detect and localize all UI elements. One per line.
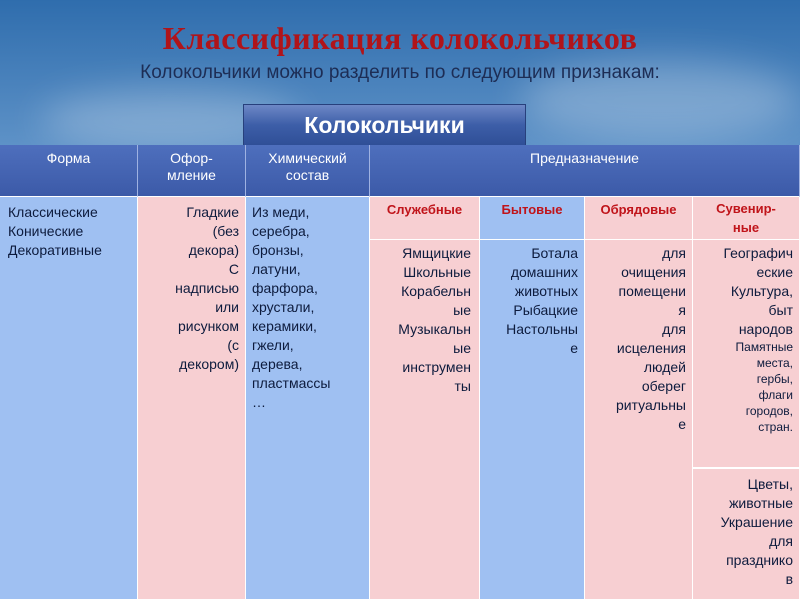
header-forma-label: Форма [46, 150, 91, 166]
ritual-item: исцеления [616, 340, 686, 356]
service-item: Школьные [403, 264, 471, 280]
chem-item: хрустали, [252, 299, 315, 315]
chem-item: бронзы, [252, 242, 304, 258]
subheader-service [370, 197, 480, 240]
souvenir-item-small: гербы, [756, 372, 793, 386]
ritual-item: помещени [618, 283, 686, 299]
header-chem-line: Химический [268, 150, 347, 166]
service-item: ые [453, 340, 471, 356]
ritual-item: очищения [621, 264, 686, 280]
cell-oform [138, 197, 246, 600]
ritual-item: оберег [641, 378, 686, 394]
page-title: Классификация колокольчиков [162, 20, 638, 56]
chem-item: серебра, [252, 223, 310, 239]
service-item: Ямщицкие [402, 245, 471, 261]
page-subtitle: Колокольчики можно разделить по следующим признакам: [140, 62, 660, 83]
souvenir-item: для [769, 533, 793, 549]
cell-chem [246, 197, 370, 600]
souvenir-item: животные [729, 495, 793, 511]
oform-item: (без [212, 223, 239, 239]
service-item: инструмен [402, 359, 471, 375]
cell-ritual [585, 240, 693, 600]
oform-item: (с [227, 337, 239, 353]
souvenir-item: Цветы, [747, 476, 793, 492]
souvenir-item-small: места, [756, 356, 793, 370]
subheader-ritual-label: Обрядовые [600, 202, 677, 217]
souvenir-item: в [785, 571, 793, 587]
chem-item: керамики, [252, 318, 317, 334]
chem-item: дерева, [252, 356, 303, 372]
subheader-household-label: Бытовые [501, 202, 563, 217]
household-item: Рыбацкие [513, 302, 578, 318]
chem-item: фарфора, [252, 280, 318, 296]
header-oform-line: мление [167, 167, 216, 183]
service-item: Музыкальн [398, 321, 471, 337]
chem-item: … [252, 394, 266, 410]
subheader-household [480, 197, 585, 240]
ritual-item: для [662, 321, 686, 337]
souvenir-item-small: городов, [745, 404, 793, 418]
chem-item: Из меди, [252, 204, 310, 220]
ritual-item: для [662, 245, 686, 261]
souvenir-item-small: флаги [758, 388, 793, 402]
subheader-souvenir [693, 197, 800, 240]
service-item: ые [453, 302, 471, 318]
chem-item: гжели, [252, 337, 294, 353]
header-purpose-label: Предназначение [530, 150, 639, 166]
cell-household [480, 240, 585, 600]
forma-item: Конические [8, 223, 84, 239]
souvenir-item: народов [738, 321, 793, 337]
header-oform [138, 145, 246, 197]
subheader-souvenir-line: ные [732, 220, 760, 235]
service-item: ты [454, 378, 471, 394]
header-purpose [370, 145, 800, 197]
table-banner: Колокольчики [243, 104, 526, 146]
ritual-item: людей [643, 359, 686, 375]
oform-item: надписью [175, 280, 239, 296]
header-chem [246, 145, 370, 197]
forma-item: Классические [8, 204, 98, 220]
souvenir-item-small: Памятные [735, 340, 793, 354]
household-item: е [570, 340, 578, 356]
cell-forma [0, 197, 138, 600]
classification-table [0, 145, 800, 600]
cell-service [370, 240, 480, 600]
cell-souvenir-1 [693, 240, 800, 468]
souvenir-item: Культура, [730, 283, 793, 299]
souvenir-item: еские [756, 264, 793, 280]
oform-item: Гладкие [186, 204, 239, 220]
header-forma [0, 145, 138, 197]
cell-souvenir-2 [693, 468, 800, 600]
subheader-service-label: Служебные [386, 202, 463, 217]
header-oform-line: Офор- [170, 150, 213, 166]
oform-item: рисунком [177, 318, 239, 334]
household-item: Ботала [531, 245, 578, 261]
oform-item: декором) [179, 356, 239, 372]
souvenir-item: Украшение [720, 514, 793, 530]
service-item: Корабельн [401, 283, 471, 299]
household-item: домашних [510, 264, 578, 280]
ritual-item: ритуальны [615, 397, 686, 413]
ritual-item: я [678, 302, 686, 318]
souvenir-item: празднико [726, 552, 793, 568]
header-chem-line: состав [285, 167, 330, 183]
chem-item: латуни, [252, 261, 301, 277]
household-item: животных [514, 283, 578, 299]
household-item: Настольны [506, 321, 578, 337]
oform-item: С [228, 261, 239, 277]
subheader-ritual [585, 197, 693, 240]
chem-item: пластмассы [252, 375, 331, 391]
souvenir-item: Географич [723, 245, 793, 261]
souvenir-item-small: стран. [758, 420, 793, 434]
oform-item: или [215, 299, 239, 315]
oform-item: декора) [188, 242, 239, 258]
subheader-souvenir-line: Сувенир- [716, 201, 776, 216]
souvenir-item: быт [768, 302, 793, 318]
ritual-item: е [678, 416, 686, 432]
forma-item: Декоративные [8, 242, 102, 258]
